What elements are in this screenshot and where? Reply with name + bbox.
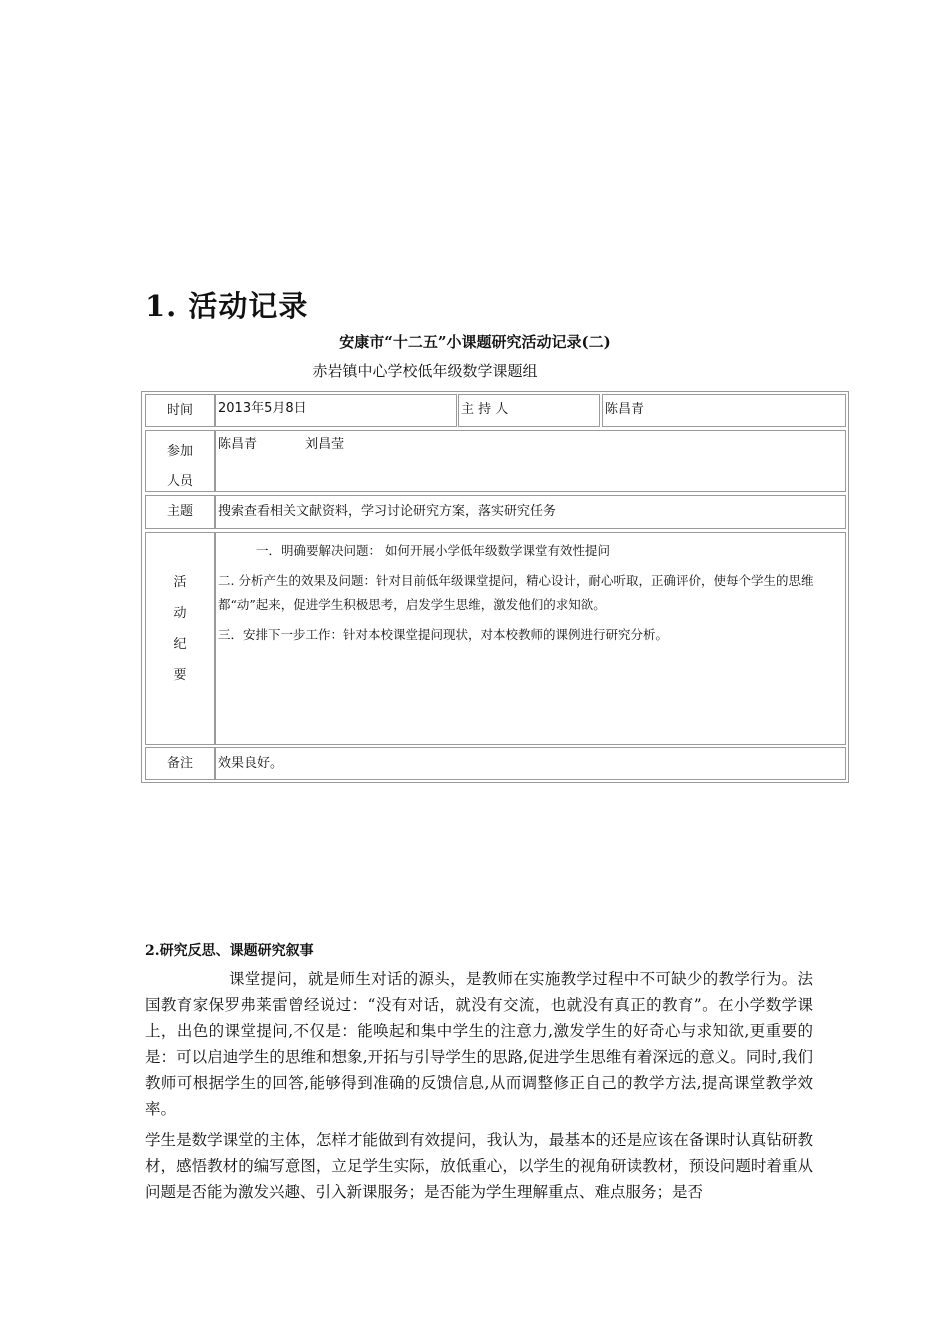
host-value-cell bbox=[602, 394, 846, 427]
remark-value-cell bbox=[215, 747, 846, 780]
topic-label-cell bbox=[145, 495, 215, 529]
section-heading-activity-record: 1. 活动记录 bbox=[145, 289, 309, 323]
summary-item-2: 二. 分析产生的效果及问题：针对目前低年级课堂提问，精心设计，耐心听取，正确评价，使每个学生的思维都“动”起来，促进学生积极思考，启发学生思维，激发他们的求知欲。 bbox=[218, 573, 814, 612]
paragraph-1: 课堂提问，就是师生对话的源头，是教师在实施教学过程中不可缺少的教学行为。法国教育家保罗弗莱雷曾经说过：“没有对话，就没有交流，也就没有真正的教育”。在小学数学课上，出色的课堂提问,不仅是：能唤起和集中学生的注意力,激发学生的好奇心与求知欲,更重要的是：可以启迪学生的思维和想象,开拓与引导学生的思路,促进学生思维有着深远的意义。同时,我们教师可根据学生的回答,能够得到准确的反馈信息,从而调整修正自己的教学方法,提高课堂教学效率。 bbox=[145, 970, 813, 1118]
time-value-cell bbox=[215, 394, 457, 427]
topic-value: 搜索查看相关文献资料，学习讨论研究方案，落实研究任务 bbox=[218, 504, 557, 519]
summary-label-char-2: 动 bbox=[173, 606, 187, 621]
time-label-cell bbox=[145, 394, 215, 427]
section-heading-reflection: 2.研究反思、课题研究叙事 bbox=[145, 943, 314, 959]
remark-label: 备注 bbox=[166, 756, 193, 771]
participants-label-line1: 参加 bbox=[166, 444, 193, 459]
record-subtitle bbox=[0, 360, 950, 381]
topic-label: 主题 bbox=[166, 504, 193, 519]
remark-value: 效果良好。 bbox=[218, 756, 284, 771]
summary-label-char-4: 要 bbox=[173, 668, 187, 683]
summary-value-cell bbox=[215, 532, 846, 745]
time-value: 2013年5月8日 bbox=[218, 401, 307, 416]
participant-2: 刘昌莹 bbox=[305, 437, 345, 452]
host-label: 主 持 人 bbox=[461, 402, 509, 417]
summary-item-3: 三．安排下一步工作：针对本校课堂提问现状，对本校教师的课例进行研究分析。 bbox=[218, 627, 669, 642]
summary-item-1: 一．明确要解决问题： 如何开展小学低年级数学课堂有效性提问 bbox=[256, 543, 610, 558]
summary-label-cell bbox=[145, 532, 215, 745]
participants-label-cell bbox=[145, 430, 215, 492]
participant-1: 陈昌青 bbox=[218, 437, 258, 452]
participants-label-line2: 人员 bbox=[166, 474, 193, 489]
participants-value-cell bbox=[215, 430, 846, 492]
summary-label-char-1: 活 bbox=[173, 575, 187, 590]
record-subtitle-text: 赤岩镇中心学校低年级数学课题组 bbox=[312, 362, 538, 380]
paragraph-2: 学生是数学课堂的主体，怎样才能做到有效提问，我认为，最基本的还是应该在备课时认真钻研教材，感悟教材的编写意图，立足学生实际，放低重心，以学生的视角研读教材，预设问题时着重从问题是否能为激发兴趣、引入新课服务；是否能为学生理解重点、难点服务；是否 bbox=[145, 1131, 813, 1201]
record-title: 安康市“十二五”小课题研究活动记录(二) bbox=[339, 333, 611, 351]
remark-label-cell bbox=[145, 747, 215, 780]
time-label: 时间 bbox=[166, 403, 193, 418]
host-value: 陈昌青 bbox=[605, 402, 645, 417]
activity-record-table bbox=[141, 391, 849, 783]
summary-label-char-3: 纪 bbox=[173, 637, 187, 652]
topic-value-cell bbox=[215, 495, 846, 529]
host-label-cell bbox=[458, 394, 600, 427]
